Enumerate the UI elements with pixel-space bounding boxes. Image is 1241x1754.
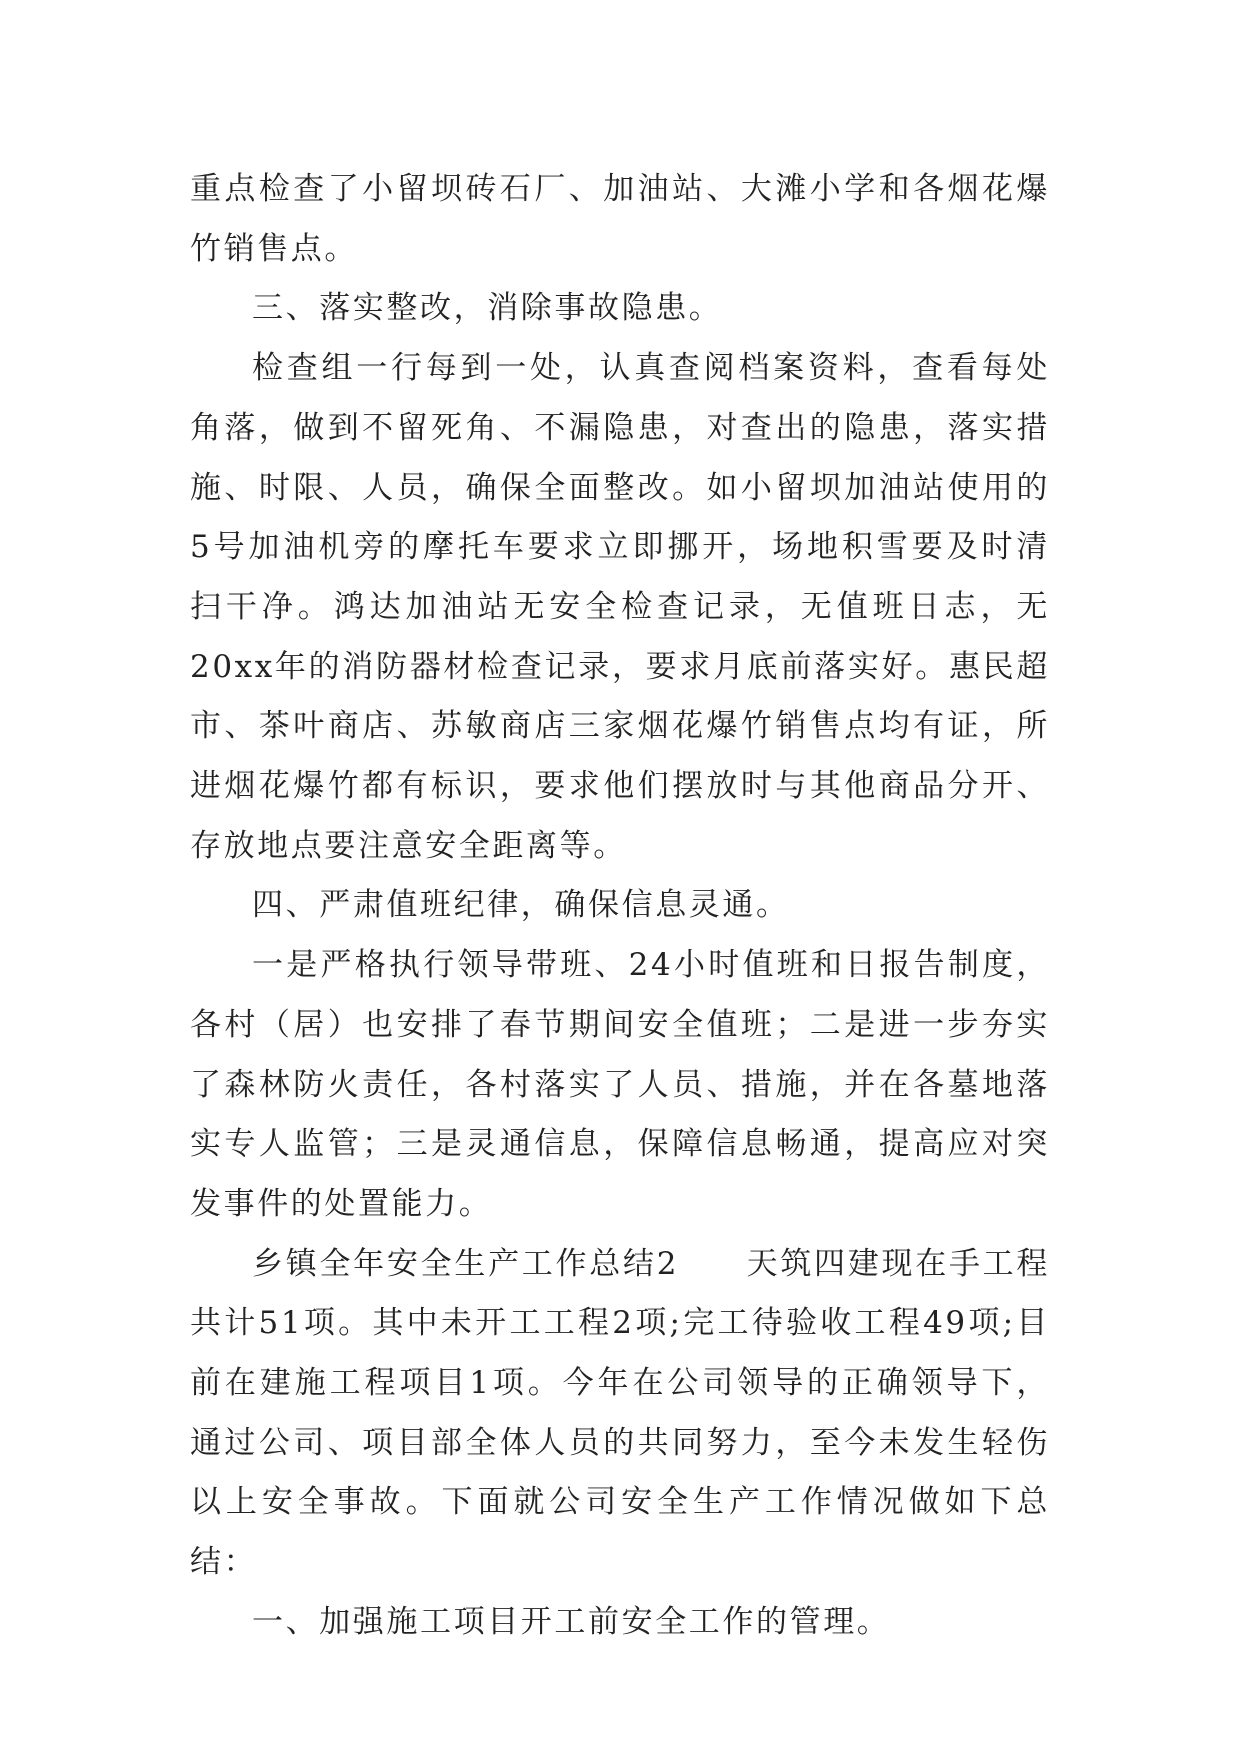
section-heading-4: 四、严肃值班纪律，确保信息灵通。 [252,887,790,924]
paragraph-continuation: 重点检查了小留坝砖石厂、加油站、大滩小学和各烟花爆竹销售点。 [190,171,1050,267]
section-heading-1: 一、加强施工项目开工前安全工作的管理。 [252,1603,891,1640]
paragraph-inspection: 检查组一行每到一处，认真查阅档案资料，查看每处角落，做到不留死角、不漏隐患，对查出的隐患，落实措施、时限、人员，确保全面整改。如小留坝加油站使用的5号加油机旁的摩托车要求立即挪开，场地积雪要及时清扫干净。鸿达加油站无安全检查记录，无值班日志，无20xx年的消防器材检查记录，要求月底前落实好。惠民超市、茶叶商店、苏敏商店三家烟花爆竹销售点均有证，所进烟花爆竹都有标识，要求他们摆放时与其他商品分开、存放地点要注意安全距离等。 [190,350,1050,864]
paragraph-duty: 一是严格执行领导带班、24小时值班和日报告制度，各村（居）也安排了春节期间安全值班；二是进一步夯实了森林防火责任，各村落实了人员、措施，并在各墓地落实专人监管；三是灵通信息，保障信息畅通，提高应对突发事件的处置能力。 [190,947,1050,1222]
document-body [190,160,1050,1653]
section-heading-3: 三、落实整改，消除事故隐患。 [252,290,723,327]
paragraph-summary-2: 乡镇全年安全生产工作总结2 天筑四建现在手工程共计51项。其中未开工工程2项;完工待验收工程49项;目前在建施工程项目1项。今年在公司领导的正确领导下，通过公司、项目部全体人员的共同努力，至今未发生轻伤以上安全事故。下面就公司安全生产工作情况做如下总结： [190,1245,1050,1581]
